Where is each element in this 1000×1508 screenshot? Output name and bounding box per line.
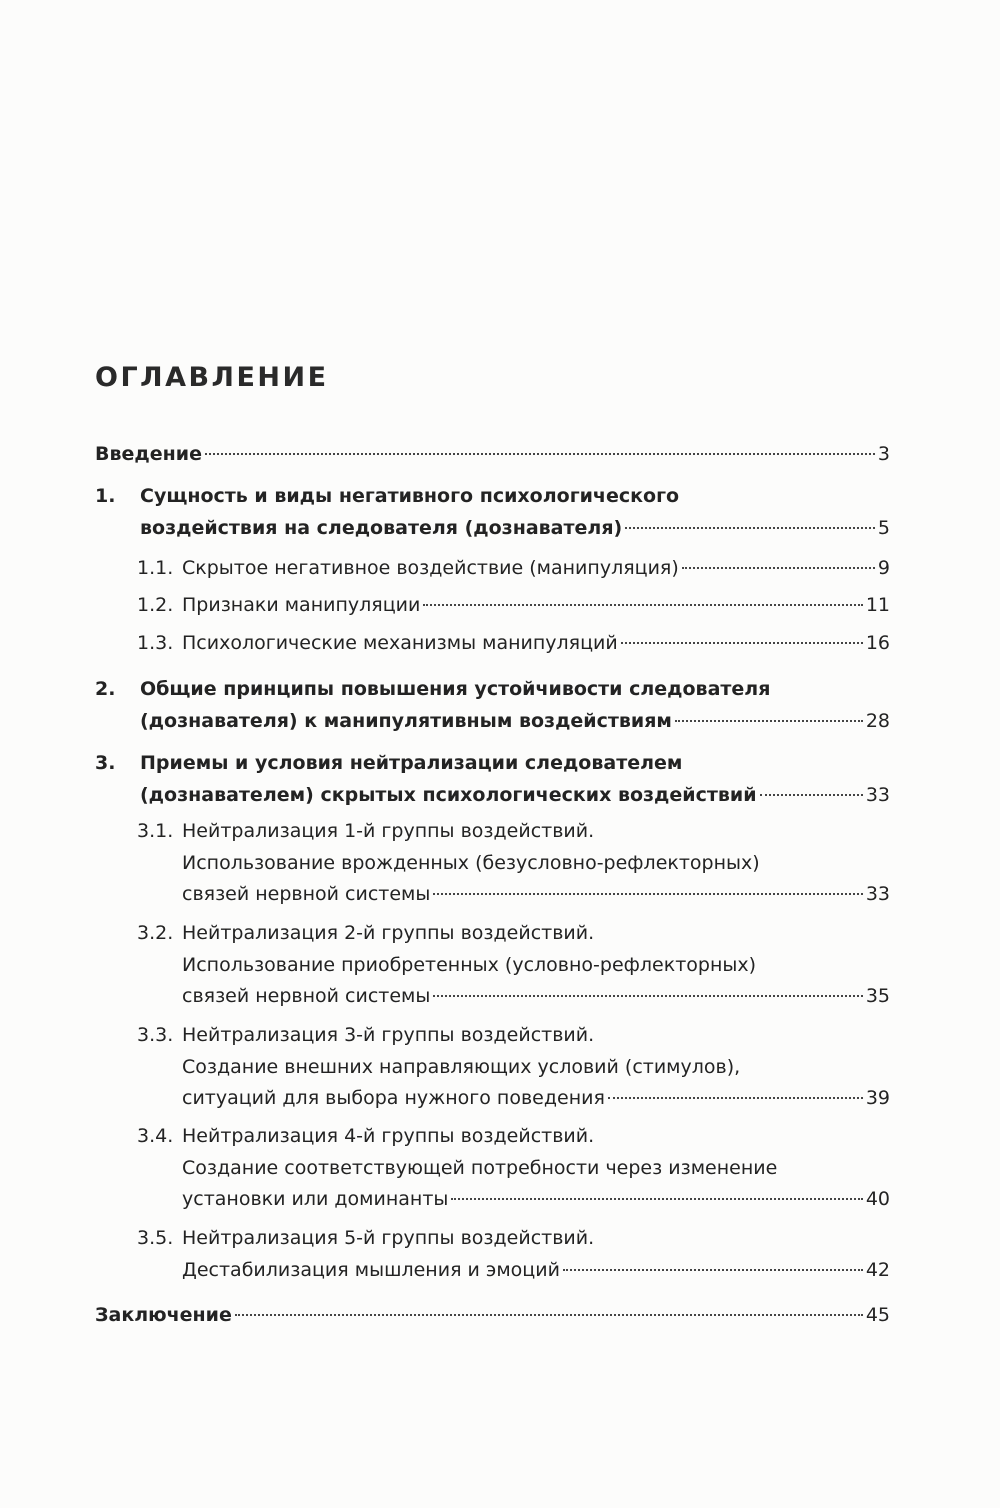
toc-entry-title-line: Общие принципы повышения устойчивости следователя <box>140 678 771 700</box>
dot-leader <box>205 453 875 455</box>
dot-leader <box>760 794 863 796</box>
toc-entry-title-line: Создание внешних направляющих условий (стимулов), <box>182 1055 741 1078</box>
toc-page-number: 11 <box>865 594 890 616</box>
toc-entry[interactable] <box>137 1223 890 1286</box>
toc-entry-title-line: Использование приобретенных (условно-рефлекторных) <box>182 953 757 976</box>
toc-page-number: 35 <box>865 985 890 1007</box>
dot-leader <box>451 1198 862 1200</box>
toc-entry-title-line: Приемы и условия нейтрализации следователем <box>140 752 683 774</box>
dot-leader <box>433 893 862 895</box>
toc-entry-title-line: Создание соответствующей потребности через изменение <box>182 1156 778 1179</box>
toc-entry-number: 2. <box>95 678 116 700</box>
toc-page-number: 9 <box>877 557 890 579</box>
toc-entry-number: 3.4. <box>137 1125 174 1147</box>
toc-entry[interactable] <box>137 553 890 585</box>
toc-entry[interactable] <box>137 816 890 911</box>
toc-entry-title-line: Сущность и виды негативного психологического <box>140 485 680 507</box>
toc-page-number: 40 <box>865 1188 890 1210</box>
toc-entry[interactable] <box>137 628 890 660</box>
toc-page-number: 45 <box>865 1304 890 1326</box>
toc-entry[interactable] <box>137 1121 890 1216</box>
dot-leader <box>433 995 862 997</box>
toc-entry-title-line: Дестабилизация мышления и эмоций <box>182 1258 560 1281</box>
toc-page-number: 33 <box>865 883 890 905</box>
toc-entry-number: 1.1. <box>137 557 174 579</box>
toc-page-number: 33 <box>865 783 890 806</box>
dot-leader <box>608 1097 863 1099</box>
dot-leader <box>621 642 863 644</box>
toc-entry[interactable] <box>95 1300 890 1332</box>
toc-page-number: 28 <box>865 709 890 732</box>
toc-entry-number: 1.3. <box>137 632 174 654</box>
dot-leader <box>235 1314 863 1316</box>
toc-page-number: 42 <box>865 1258 890 1281</box>
toc-entry-title-line: воздействия на следователя (дознавателя) <box>140 516 623 539</box>
dot-leader <box>682 567 875 569</box>
toc-entry-title-line: связей нервной системы <box>182 985 431 1007</box>
dot-leader <box>675 720 863 722</box>
toc-entry[interactable] <box>95 748 890 811</box>
toc-entry[interactable] <box>137 1020 890 1115</box>
toc-entry-number: 3.5. <box>137 1227 174 1249</box>
dot-leader <box>625 527 875 529</box>
toc-entry[interactable] <box>95 439 890 471</box>
toc-entry-title-line: Нейтрализация 3-й группы воздействий. <box>182 1024 595 1046</box>
toc-entry-title-line: Признаки манипуляции <box>182 594 421 616</box>
toc-title: ОГЛАВЛЕНИЕ <box>95 362 329 394</box>
toc-entry-number: 1.2. <box>137 594 174 616</box>
toc-entry[interactable] <box>137 590 890 622</box>
toc-entry-title-line: Введение <box>95 443 202 465</box>
toc-entry-number: 3.2. <box>137 922 174 944</box>
toc-entry-number: 1. <box>95 485 116 507</box>
toc-entry-title-line: ситуаций для выбора нужного поведения <box>182 1087 605 1109</box>
dot-leader <box>563 1269 863 1271</box>
toc-page-number: 3 <box>877 443 890 465</box>
toc-page-number: 16 <box>865 632 890 654</box>
toc-entry-title-line: Скрытое негативное воздействие (манипуляция) <box>182 557 679 579</box>
toc-entry-title-line: Нейтрализация 1-й группы воздействий. <box>182 820 595 842</box>
toc-entry-title-line: (дознавателем) скрытых психологических воздействий <box>140 783 757 806</box>
toc-entry-title-line: связей нервной системы <box>182 883 431 905</box>
toc-entry-title-line: (дознавателя) к манипулятивным воздействиям <box>140 709 672 732</box>
toc-entry-title-line: Использование врожденных (безусловно-рефлекторных) <box>182 851 760 874</box>
toc-entry-title-line: установки или доминанты <box>182 1188 449 1210</box>
toc-entry[interactable] <box>137 918 890 1013</box>
toc-entry-number: 3. <box>95 752 116 774</box>
toc-entry[interactable] <box>95 481 890 544</box>
toc-entry-title-line: Психологические механизмы манипуляций <box>182 632 618 654</box>
toc-entry-title-line: Нейтрализация 4-й группы воздействий. <box>182 1125 595 1147</box>
toc-entry-title-line: Нейтрализация 5-й группы воздействий. <box>182 1227 595 1249</box>
toc-page-number: 39 <box>865 1087 890 1109</box>
toc-entry[interactable] <box>95 674 890 737</box>
toc-entry-title-line: Заключение <box>95 1304 232 1326</box>
toc-entry-number: 3.3. <box>137 1024 174 1046</box>
dot-leader <box>423 604 862 606</box>
toc-entry-number: 3.1. <box>137 820 174 842</box>
toc-entry-title-line: Нейтрализация 2-й группы воздействий. <box>182 922 595 944</box>
toc-page-number: 5 <box>877 516 890 539</box>
